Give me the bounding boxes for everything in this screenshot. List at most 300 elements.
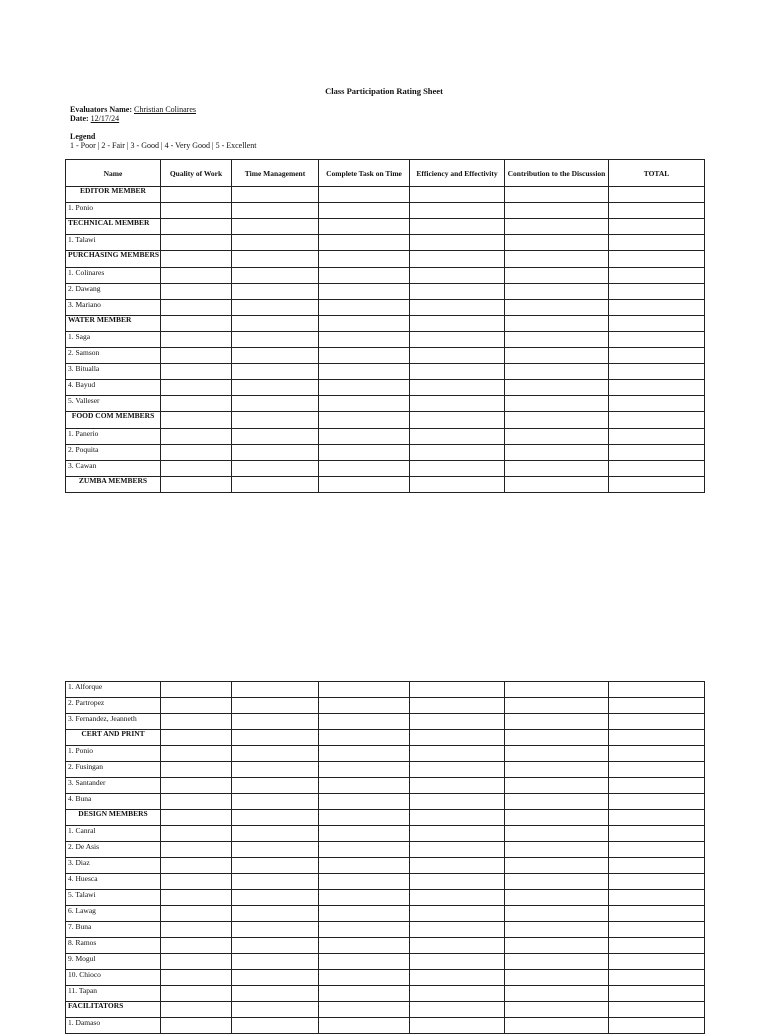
contribution-cell <box>505 445 609 461</box>
contribution-cell <box>505 954 609 970</box>
contribution-cell <box>505 219 609 235</box>
efficiency-cell <box>410 762 505 778</box>
contribution-cell <box>505 842 609 858</box>
complete-task-cell <box>319 219 410 235</box>
total-cell <box>609 268 705 284</box>
total-cell <box>609 906 705 922</box>
table-row <box>66 778 705 794</box>
quality-of-work-cell <box>161 762 232 778</box>
quality-of-work-cell <box>161 970 232 986</box>
total-cell <box>609 890 705 906</box>
complete-task-cell <box>319 477 410 493</box>
total-cell <box>609 954 705 970</box>
quality-of-work-cell <box>161 730 232 746</box>
contribution-cell <box>505 332 609 348</box>
evaluator-label: Evaluators Name: <box>70 105 132 114</box>
page-title: Class Participation Rating Sheet <box>325 86 443 96</box>
member-name: 2. Fusingan <box>66 762 161 778</box>
quality-of-work-cell <box>161 316 232 332</box>
contribution-cell <box>505 906 609 922</box>
time-management-cell <box>232 412 319 429</box>
member-name: 10. Chioco <box>66 970 161 986</box>
total-cell <box>609 461 705 477</box>
efficiency-cell <box>410 714 505 730</box>
contribution-cell <box>505 251 609 268</box>
header-complete-task-on-time: Complete Task on Time <box>319 160 410 187</box>
member-name: 4. Bayud <box>66 380 161 396</box>
contribution-cell <box>505 794 609 810</box>
header-total: TOTAL <box>609 160 705 187</box>
time-management-cell <box>232 268 319 284</box>
complete-task-cell <box>319 826 410 842</box>
quality-of-work-cell <box>161 300 232 316</box>
member-name: 3. Fernandez, Jeanneth <box>66 714 161 730</box>
efficiency-cell <box>410 730 505 746</box>
quality-of-work-cell <box>161 219 232 235</box>
quality-of-work-cell <box>161 986 232 1002</box>
quality-of-work-cell <box>161 874 232 890</box>
total-cell <box>609 348 705 364</box>
total-cell <box>609 826 705 842</box>
table-section-row <box>66 1002 705 1018</box>
total-cell <box>609 380 705 396</box>
complete-task-cell <box>319 746 410 762</box>
efficiency-cell <box>410 826 505 842</box>
total-cell <box>609 746 705 762</box>
table-row <box>66 284 705 300</box>
table-row <box>66 268 705 284</box>
total-cell <box>609 938 705 954</box>
efficiency-cell <box>410 746 505 762</box>
quality-of-work-cell <box>161 1002 232 1018</box>
contribution-cell <box>505 235 609 251</box>
efficiency-cell <box>410 778 505 794</box>
header-efficiency-and-effectivity: Efficiency and Effectivity <box>410 160 505 187</box>
contribution-cell <box>505 1018 609 1034</box>
complete-task-cell <box>319 429 410 445</box>
member-name: 1. Alforque <box>66 682 161 698</box>
complete-task-cell <box>319 794 410 810</box>
contribution-cell <box>505 714 609 730</box>
header-name: Name <box>66 160 161 187</box>
quality-of-work-cell <box>161 954 232 970</box>
complete-task-cell <box>319 1002 410 1018</box>
contribution-cell <box>505 810 609 826</box>
section-label: PURCHASING MEMBERS <box>66 251 161 268</box>
efficiency-cell <box>410 429 505 445</box>
complete-task-cell <box>319 332 410 348</box>
table-row <box>66 682 705 698</box>
contribution-cell <box>505 429 609 445</box>
complete-task-cell <box>319 348 410 364</box>
table-row <box>66 858 705 874</box>
efficiency-cell <box>410 412 505 429</box>
member-name: 1. Saga <box>66 332 161 348</box>
time-management-cell <box>232 429 319 445</box>
member-name: 5. Talawi <box>66 890 161 906</box>
member-name: 5. Valleser <box>66 396 161 412</box>
total-cell <box>609 219 705 235</box>
contribution-cell <box>505 746 609 762</box>
time-management-cell <box>232 1002 319 1018</box>
member-name: 9. Mogul <box>66 954 161 970</box>
total-cell <box>609 187 705 203</box>
total-cell <box>609 842 705 858</box>
total-cell <box>609 986 705 1002</box>
quality-of-work-cell <box>161 461 232 477</box>
efficiency-cell <box>410 858 505 874</box>
contribution-cell <box>505 203 609 219</box>
section-label: TECHNICAL MEMBER <box>66 219 161 235</box>
contribution-cell <box>505 284 609 300</box>
time-management-cell <box>232 906 319 922</box>
complete-task-cell <box>319 380 410 396</box>
table-row <box>66 235 705 251</box>
table-row <box>66 954 705 970</box>
time-management-cell <box>232 954 319 970</box>
efficiency-cell <box>410 682 505 698</box>
table-section-row <box>66 730 705 746</box>
complete-task-cell <box>319 890 410 906</box>
efficiency-cell <box>410 810 505 826</box>
table-row <box>66 396 705 412</box>
efficiency-cell <box>410 794 505 810</box>
table-row <box>66 890 705 906</box>
member-name: 1. Ponio <box>66 203 161 219</box>
table-row <box>66 380 705 396</box>
member-name: 3. Mariano <box>66 300 161 316</box>
time-management-cell <box>232 810 319 826</box>
table-row <box>66 364 705 380</box>
member-name: 6. Lawag <box>66 906 161 922</box>
quality-of-work-cell <box>161 203 232 219</box>
total-cell <box>609 922 705 938</box>
member-name: 4. Buna <box>66 794 161 810</box>
time-management-cell <box>232 300 319 316</box>
total-cell <box>609 810 705 826</box>
member-name: 2. De Asis <box>66 842 161 858</box>
time-management-cell <box>232 461 319 477</box>
total-cell <box>609 762 705 778</box>
efficiency-cell <box>410 1018 505 1034</box>
efficiency-cell <box>410 364 505 380</box>
total-cell <box>609 794 705 810</box>
contribution-cell <box>505 348 609 364</box>
total-cell <box>609 412 705 429</box>
efficiency-cell <box>410 954 505 970</box>
efficiency-cell <box>410 284 505 300</box>
contribution-cell <box>505 698 609 714</box>
quality-of-work-cell <box>161 380 232 396</box>
complete-task-cell <box>319 235 410 251</box>
time-management-cell <box>232 203 319 219</box>
complete-task-cell <box>319 445 410 461</box>
contribution-cell <box>505 762 609 778</box>
table-row <box>66 762 705 778</box>
time-management-cell <box>232 332 319 348</box>
quality-of-work-cell <box>161 251 232 268</box>
contribution-cell <box>505 316 609 332</box>
total-cell <box>609 284 705 300</box>
date-value: 12/17/24 <box>90 114 120 123</box>
contribution-cell <box>505 778 609 794</box>
member-name: 3. Diaz <box>66 858 161 874</box>
time-management-cell <box>232 842 319 858</box>
time-management-cell <box>232 922 319 938</box>
table-row <box>66 986 705 1002</box>
table-section-row <box>66 810 705 826</box>
quality-of-work-cell <box>161 1018 232 1034</box>
quality-of-work-cell <box>161 794 232 810</box>
table-row <box>66 842 705 858</box>
contribution-cell <box>505 826 609 842</box>
complete-task-cell <box>319 906 410 922</box>
complete-task-cell <box>319 682 410 698</box>
time-management-cell <box>232 970 319 986</box>
time-management-cell <box>232 986 319 1002</box>
time-management-cell <box>232 477 319 493</box>
efficiency-cell <box>410 970 505 986</box>
complete-task-cell <box>319 284 410 300</box>
total-cell <box>609 874 705 890</box>
contribution-cell <box>505 986 609 1002</box>
member-name: 2. Samson <box>66 348 161 364</box>
complete-task-cell <box>319 268 410 284</box>
time-management-cell <box>232 364 319 380</box>
time-management-cell <box>232 380 319 396</box>
table-row <box>66 445 705 461</box>
rating-table-page-1 <box>65 159 705 493</box>
efficiency-cell <box>410 1002 505 1018</box>
time-management-cell <box>232 762 319 778</box>
total-cell <box>609 396 705 412</box>
complete-task-cell <box>319 714 410 730</box>
quality-of-work-cell <box>161 412 232 429</box>
member-name: 3. Bitualla <box>66 364 161 380</box>
table-row <box>66 794 705 810</box>
quality-of-work-cell <box>161 826 232 842</box>
quality-of-work-cell <box>161 778 232 794</box>
quality-of-work-cell <box>161 810 232 826</box>
section-label: ZUMBA MEMBERS <box>66 477 161 493</box>
table-header-row <box>66 160 705 187</box>
member-name: 1. Damaso <box>66 1018 161 1034</box>
total-cell <box>609 364 705 380</box>
total-cell <box>609 445 705 461</box>
member-name: 1. Talawi <box>66 235 161 251</box>
quality-of-work-cell <box>161 698 232 714</box>
time-management-cell <box>232 714 319 730</box>
total-cell <box>609 203 705 219</box>
date-label: Date: <box>70 114 89 123</box>
table-section-row <box>66 187 705 203</box>
quality-of-work-cell <box>161 477 232 493</box>
time-management-cell <box>232 890 319 906</box>
rating-table-page-2 <box>65 681 705 1034</box>
section-label: DESIGN MEMBERS <box>66 810 161 826</box>
member-name: 2. Partropez <box>66 698 161 714</box>
efficiency-cell <box>410 300 505 316</box>
quality-of-work-cell <box>161 235 232 251</box>
complete-task-cell <box>319 810 410 826</box>
contribution-cell <box>505 461 609 477</box>
complete-task-cell <box>319 954 410 970</box>
table-row <box>66 938 705 954</box>
table-row <box>66 1018 705 1034</box>
contribution-cell <box>505 938 609 954</box>
time-management-cell <box>232 396 319 412</box>
time-management-cell <box>232 826 319 842</box>
quality-of-work-cell <box>161 890 232 906</box>
table-section-row <box>66 412 705 429</box>
time-management-cell <box>232 858 319 874</box>
total-cell <box>609 858 705 874</box>
total-cell <box>609 429 705 445</box>
complete-task-cell <box>319 986 410 1002</box>
contribution-cell <box>505 1002 609 1018</box>
time-management-cell <box>232 794 319 810</box>
efficiency-cell <box>410 445 505 461</box>
total-cell <box>609 316 705 332</box>
complete-task-cell <box>319 203 410 219</box>
contribution-cell <box>505 682 609 698</box>
quality-of-work-cell <box>161 682 232 698</box>
efficiency-cell <box>410 922 505 938</box>
table-row <box>66 348 705 364</box>
complete-task-cell <box>319 300 410 316</box>
quality-of-work-cell <box>161 364 232 380</box>
complete-task-cell <box>319 316 410 332</box>
quality-of-work-cell <box>161 332 232 348</box>
efficiency-cell <box>410 906 505 922</box>
section-label: CERT AND PRINT <box>66 730 161 746</box>
table-row <box>66 714 705 730</box>
efficiency-cell <box>410 268 505 284</box>
total-cell <box>609 682 705 698</box>
section-label: FACILITATORS <box>66 1002 161 1018</box>
header-time-management: Time Management <box>232 160 319 187</box>
legend-text: 1 - Poor | 2 - Fair | 3 - Good | 4 - Very Good | 5 - Excellent <box>70 141 257 150</box>
total-cell <box>609 251 705 268</box>
complete-task-cell <box>319 938 410 954</box>
time-management-cell <box>232 235 319 251</box>
time-management-cell <box>232 682 319 698</box>
complete-task-cell <box>319 698 410 714</box>
member-name: 8. Ramos <box>66 938 161 954</box>
quality-of-work-cell <box>161 842 232 858</box>
evaluator-name: Christian Colinares <box>134 105 196 114</box>
header-quality-of-work: Quality of Work <box>161 160 232 187</box>
member-name: 7. Buna <box>66 922 161 938</box>
evaluator-line <box>70 105 196 114</box>
member-name: 3. Santander <box>66 778 161 794</box>
date-line <box>70 114 119 123</box>
efficiency-cell <box>410 477 505 493</box>
total-cell <box>609 730 705 746</box>
table-row <box>66 970 705 986</box>
time-management-cell <box>232 778 319 794</box>
table-row <box>66 746 705 762</box>
quality-of-work-cell <box>161 714 232 730</box>
section-label: WATER MEMBER <box>66 316 161 332</box>
efficiency-cell <box>410 874 505 890</box>
time-management-cell <box>232 730 319 746</box>
table-row <box>66 826 705 842</box>
table-section-row <box>66 219 705 235</box>
efficiency-cell <box>410 316 505 332</box>
complete-task-cell <box>319 730 410 746</box>
total-cell <box>609 714 705 730</box>
member-name: 1. Ponio <box>66 746 161 762</box>
complete-task-cell <box>319 842 410 858</box>
efficiency-cell <box>410 938 505 954</box>
time-management-cell <box>232 219 319 235</box>
time-management-cell <box>232 284 319 300</box>
table-row <box>66 461 705 477</box>
complete-task-cell <box>319 970 410 986</box>
complete-task-cell <box>319 461 410 477</box>
quality-of-work-cell <box>161 746 232 762</box>
quality-of-work-cell <box>161 348 232 364</box>
efficiency-cell <box>410 396 505 412</box>
section-label: FOOD COM MEMBERS <box>66 412 161 429</box>
quality-of-work-cell <box>161 938 232 954</box>
table-row <box>66 429 705 445</box>
total-cell <box>609 970 705 986</box>
table-section-row <box>66 477 705 493</box>
legend-title: Legend <box>70 132 96 141</box>
member-name: 4. Huesca <box>66 874 161 890</box>
contribution-cell <box>505 396 609 412</box>
table-row <box>66 203 705 219</box>
efficiency-cell <box>410 890 505 906</box>
efficiency-cell <box>410 380 505 396</box>
complete-task-cell <box>319 364 410 380</box>
efficiency-cell <box>410 461 505 477</box>
complete-task-cell <box>319 1018 410 1034</box>
quality-of-work-cell <box>161 922 232 938</box>
quality-of-work-cell <box>161 906 232 922</box>
quality-of-work-cell <box>161 429 232 445</box>
total-cell <box>609 477 705 493</box>
member-name: 2. Dawang <box>66 284 161 300</box>
contribution-cell <box>505 730 609 746</box>
total-cell <box>609 300 705 316</box>
member-name: 3. Cawan <box>66 461 161 477</box>
time-management-cell <box>232 938 319 954</box>
section-label: EDITOR MEMBER <box>66 187 161 203</box>
efficiency-cell <box>410 235 505 251</box>
contribution-cell <box>505 858 609 874</box>
efficiency-cell <box>410 251 505 268</box>
contribution-cell <box>505 380 609 396</box>
member-name: 11. Tapan <box>66 986 161 1002</box>
time-management-cell <box>232 445 319 461</box>
efficiency-cell <box>410 219 505 235</box>
quality-of-work-cell <box>161 187 232 203</box>
table-row <box>66 874 705 890</box>
complete-task-cell <box>319 396 410 412</box>
efficiency-cell <box>410 698 505 714</box>
total-cell <box>609 235 705 251</box>
contribution-cell <box>505 874 609 890</box>
member-name: 2. Poquita <box>66 445 161 461</box>
contribution-cell <box>505 364 609 380</box>
total-cell <box>609 1018 705 1034</box>
contribution-cell <box>505 412 609 429</box>
complete-task-cell <box>319 187 410 203</box>
complete-task-cell <box>319 762 410 778</box>
